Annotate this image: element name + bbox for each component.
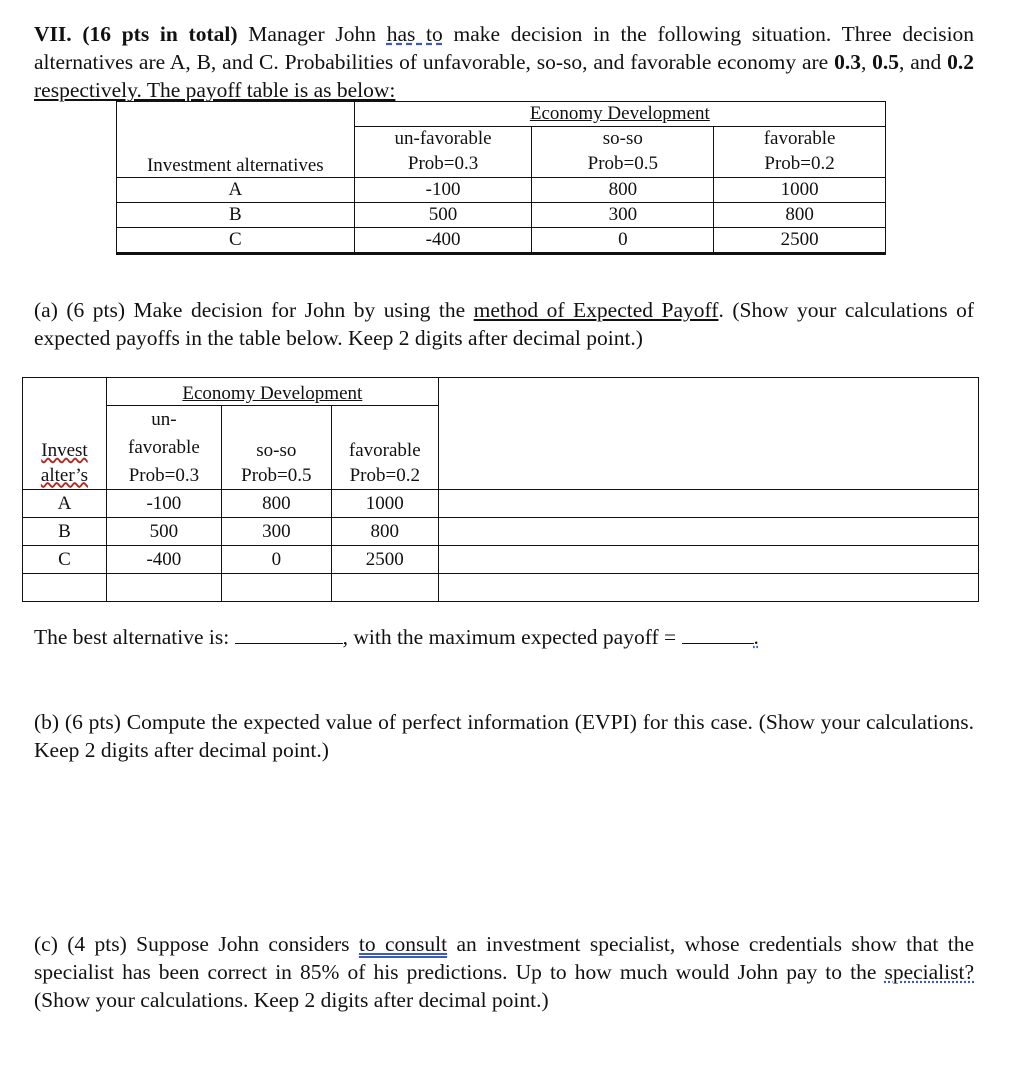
alt-label: B bbox=[23, 518, 107, 546]
part-b-text: (b) (6 pts) Compute the expected value of perfect information (EVPI) for this case. (Show your calculations. Keep 2 digits after decimal point.) bbox=[34, 710, 974, 762]
alt-label: C bbox=[23, 546, 107, 574]
table-row bbox=[23, 378, 979, 406]
part-c-specialist: specialist? bbox=[884, 960, 975, 984]
col-name: favorable bbox=[714, 127, 886, 152]
table-row bbox=[117, 177, 886, 202]
answer-middle: , with the maximum expected payoff = bbox=[342, 625, 677, 649]
question-points: (16 pts in total) bbox=[82, 22, 238, 46]
col-name: so-so bbox=[532, 127, 714, 152]
col-prob: Prob=0.3 bbox=[354, 152, 532, 177]
col-name: favorable bbox=[331, 406, 438, 463]
table-cell: 1000 bbox=[331, 490, 438, 518]
table-cell: -400 bbox=[106, 546, 221, 574]
part-c-c: (Show your calculations. Keep 2 digits after decimal point.) bbox=[34, 988, 549, 1012]
table-cell: 800 bbox=[221, 490, 331, 518]
table-row bbox=[117, 102, 886, 127]
best-alternative-blank[interactable] bbox=[235, 625, 343, 644]
table-cell: 800 bbox=[331, 518, 438, 546]
intro-text-b: make decision in the following situation. Three decision alternatives are A, B, and C. Probabilities of unfavorable, so-so, and favorable economy are bbox=[34, 22, 975, 74]
table-row bbox=[23, 518, 979, 546]
col-name-line2: favorable bbox=[128, 437, 200, 458]
col-prob: Prob=0.5 bbox=[532, 152, 714, 177]
part-a-text bbox=[34, 296, 974, 352]
table-cell: 800 bbox=[532, 177, 714, 202]
part-c-a: (c) (4 pts) Suppose John considers bbox=[34, 932, 350, 956]
alt-label: B bbox=[117, 202, 355, 227]
group-header: Economy Development bbox=[106, 378, 438, 406]
expected-payoff-cell[interactable] bbox=[438, 546, 978, 574]
table-row bbox=[117, 127, 886, 152]
prob-unfavorable: 0.3 bbox=[834, 50, 861, 74]
col-name: un-favorable bbox=[354, 127, 532, 152]
part-a-method: method of Expected Payoff bbox=[473, 298, 719, 322]
col-prob: Prob=0.3 bbox=[106, 462, 221, 490]
max-payoff-blank[interactable] bbox=[682, 625, 754, 644]
alt-label: A bbox=[23, 490, 107, 518]
prob-soso: 0.5 bbox=[872, 50, 900, 74]
answer-prefix: The best alternative is: bbox=[34, 625, 230, 649]
empty-cell[interactable] bbox=[438, 574, 978, 602]
row-header: Invest bbox=[41, 440, 88, 461]
payoff-table bbox=[116, 101, 886, 255]
table-cell: -400 bbox=[354, 227, 532, 253]
table-cell: -100 bbox=[354, 177, 532, 202]
table-row bbox=[117, 202, 886, 227]
part-c-text bbox=[34, 930, 974, 1014]
empty-cell[interactable] bbox=[331, 574, 438, 602]
table-cell: 500 bbox=[354, 202, 532, 227]
table-row bbox=[23, 490, 979, 518]
intro-text-c: respectively. The payoff table is as below: bbox=[34, 78, 396, 102]
calc-answer-cell[interactable] bbox=[438, 378, 978, 490]
col-name-line1: un- bbox=[151, 409, 177, 430]
table-cell: 300 bbox=[532, 202, 714, 227]
table-cell: 800 bbox=[714, 202, 886, 227]
table-row bbox=[23, 546, 979, 574]
table-cell: 0 bbox=[532, 227, 714, 253]
answer-line bbox=[34, 625, 759, 650]
alt-label: A bbox=[117, 177, 355, 202]
expected-payoff-cell[interactable] bbox=[438, 490, 978, 518]
part-c-consult: to consult bbox=[358, 932, 448, 956]
intro-grammar-flag: has to bbox=[386, 22, 443, 46]
row-header: Investment alternatives bbox=[117, 127, 355, 178]
col-prob: Prob=0.5 bbox=[221, 462, 331, 490]
col-name: so-so bbox=[221, 406, 331, 463]
empty-cell[interactable] bbox=[23, 574, 107, 602]
intro-text-a: Manager John bbox=[248, 22, 376, 46]
expected-payoff-cell[interactable] bbox=[438, 518, 978, 546]
row-header: alter’s bbox=[40, 464, 89, 486]
empty-cell[interactable] bbox=[221, 574, 331, 602]
col-prob: Prob=0.2 bbox=[331, 462, 438, 490]
table-cell: 300 bbox=[221, 518, 331, 546]
part-c-b: an investment specialist, whose credentials show that the specialist has been correct in 85% of his predictions. Up to how much would John pay to the bbox=[34, 932, 975, 984]
table-row bbox=[117, 227, 886, 253]
part-a-rest: . (Show your calculations of expected payoffs in the table below. Keep 2 digits after decimal point.) bbox=[34, 298, 974, 350]
table-cell: 2500 bbox=[331, 546, 438, 574]
col-prob: Prob=0.2 bbox=[714, 152, 886, 177]
group-header: Economy Development bbox=[354, 102, 885, 127]
table-row bbox=[23, 574, 979, 602]
table-cell: 2500 bbox=[714, 227, 886, 253]
prob-favorable: 0.2 bbox=[947, 50, 975, 74]
table-cell: -100 bbox=[106, 490, 221, 518]
question-intro: VII. (16 pts in total) Manager John has to make decision in the following situation. Three decision alternatives are A, B, and C. Probabilities of unfavorable, so-so, and favorable economy are 0.3, 0.5, and 0.2 respectively. The payoff table is as below: bbox=[34, 22, 975, 102]
part-a-label: (a) (6 pts) Make decision for John by using the bbox=[34, 298, 466, 322]
question-number: VII. bbox=[34, 22, 72, 46]
alt-label: C bbox=[228, 228, 242, 250]
empty-cell[interactable] bbox=[106, 574, 221, 602]
table-cell: 0 bbox=[221, 546, 331, 574]
answer-suffix: . bbox=[753, 625, 759, 649]
calc-table bbox=[22, 377, 979, 602]
table-cell: 1000 bbox=[714, 177, 886, 202]
table-cell: 500 bbox=[106, 518, 221, 546]
